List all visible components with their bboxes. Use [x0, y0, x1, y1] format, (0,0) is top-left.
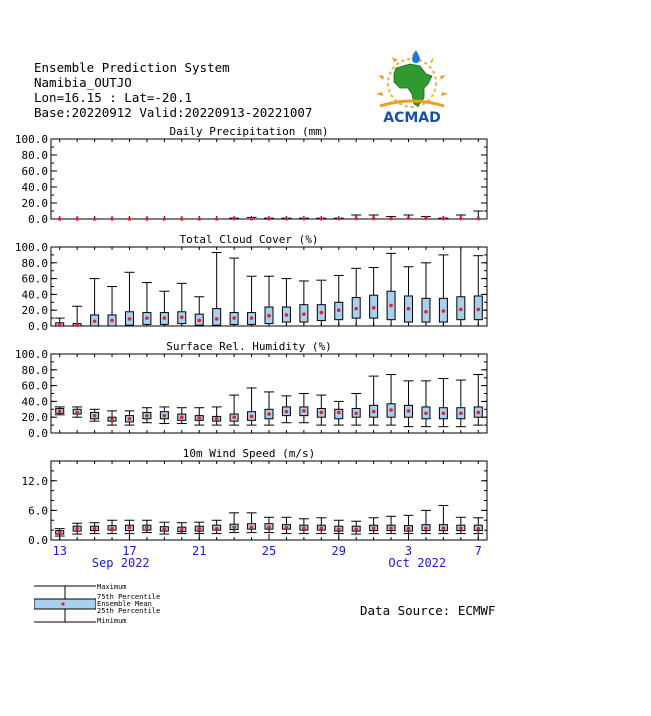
mean-marker [424, 216, 428, 220]
mean-marker [267, 412, 271, 416]
mean-marker [197, 217, 201, 221]
mean-marker [354, 411, 358, 415]
legend-maximum: Maximum [97, 583, 127, 591]
mean-marker [145, 217, 149, 221]
y-tick-label: 6.0 [28, 504, 48, 518]
mean-marker [93, 319, 97, 323]
box-day-2022-10-06 [456, 215, 466, 220]
box-day-2022-10-03 [404, 515, 414, 533]
y-tick-label: 20.0 [21, 304, 48, 318]
mean-marker [197, 416, 201, 420]
box-day-2022-09-18 [142, 408, 152, 423]
box-day-2022-09-20 [177, 217, 187, 221]
box-day-2022-09-19 [159, 217, 169, 221]
mean-marker [337, 527, 341, 531]
mean-marker [476, 217, 480, 221]
box-day-2022-09-22 [212, 217, 222, 221]
panel-title: 10m Wind Speed (m/s) [182, 447, 316, 460]
box-day-2022-09-24 [247, 276, 257, 326]
box-day-2022-09-30 [351, 215, 361, 220]
box-day-2022-10-01 [369, 268, 379, 326]
box-day-2022-10-03 [404, 215, 414, 220]
box-day-2022-09-27 [299, 281, 309, 326]
box-day-2022-09-28 [316, 518, 326, 534]
x-day-label: 21 [192, 544, 207, 558]
box-day-2022-09-13 [55, 318, 65, 327]
box-day-2022-09-29 [334, 520, 344, 533]
box-day-2022-10-02 [386, 253, 396, 326]
y-tick-label: 80.0 [21, 149, 48, 162]
box-day-2022-09-21 [194, 217, 204, 221]
x-month-label: Sep 2022 [91, 556, 150, 570]
mean-marker [354, 307, 358, 311]
mean-marker [476, 527, 480, 531]
box-day-2022-09-21 [194, 297, 204, 326]
mean-marker [372, 217, 376, 221]
box-day-2022-09-15 [90, 523, 100, 534]
x-day-label: 3 [404, 544, 413, 558]
mean-marker [442, 309, 446, 313]
mean-marker [180, 528, 184, 532]
mean-marker [407, 307, 411, 311]
box-day-2022-09-14 [72, 523, 82, 534]
mean-marker [320, 311, 324, 315]
mean-marker [372, 526, 376, 530]
box-day-2022-09-23 [229, 217, 239, 221]
box-day-2022-10-07 [473, 256, 483, 326]
box-day-2022-09-16 [107, 411, 117, 425]
box-day-2022-09-30 [351, 394, 361, 426]
box-day-2022-09-25 [264, 276, 274, 326]
mean-marker [372, 410, 376, 414]
mean-marker [215, 527, 219, 531]
mean-marker [285, 526, 289, 530]
mean-marker [232, 316, 236, 320]
mean-marker [459, 308, 463, 312]
x-day-label: 25 [261, 544, 277, 558]
mean-marker [93, 414, 97, 418]
box-day-2022-10-04 [421, 216, 431, 220]
box-day-2022-09-19 [159, 291, 169, 326]
box-day-2022-10-07 [473, 211, 483, 220]
mean-marker [285, 313, 289, 317]
box-day-2022-09-28 [316, 395, 326, 425]
box-day-2022-09-15 [90, 217, 100, 221]
mean-marker [267, 217, 271, 221]
mean-marker [285, 410, 289, 414]
box-day-2022-09-13 [55, 407, 65, 415]
mean-marker [459, 411, 463, 415]
mean-marker [128, 317, 132, 321]
y-tick-label: 0.0 [28, 534, 48, 547]
panel-3 [15, 340, 487, 440]
y-tick-label: 60.0 [21, 165, 48, 178]
y-tick-label: 100.0 [14, 241, 48, 254]
box-day-2022-10-02 [386, 375, 396, 426]
mean-marker [302, 312, 306, 316]
mean-marker [110, 217, 114, 221]
box-day-2022-09-30 [351, 521, 361, 534]
y-tick-label: 40.0 [21, 395, 48, 409]
mean-marker [372, 306, 376, 310]
mean-marker [476, 308, 480, 312]
mean-marker [389, 217, 393, 221]
y-tick-label: 0.0 [28, 320, 48, 333]
box-day-2022-09-30 [351, 268, 361, 326]
mean-marker [354, 527, 358, 531]
box-day-2022-09-13 [55, 217, 65, 221]
box-day-2022-10-02 [386, 217, 396, 221]
y-tick-label: 100.0 [14, 133, 48, 146]
x-day-label: 7 [474, 544, 482, 558]
mean-marker [337, 308, 341, 312]
mean-marker [180, 217, 184, 221]
box-day-2022-09-23 [229, 513, 239, 533]
box-day-2022-09-17 [124, 520, 134, 533]
mean-marker [250, 316, 254, 320]
box-day-2022-09-23 [229, 258, 239, 326]
box-day-2022-09-17 [124, 411, 134, 425]
panel-frame [51, 139, 487, 219]
box-day-2022-09-16 [107, 520, 117, 533]
box-day-2022-09-16 [107, 217, 117, 221]
box-day-2022-09-25 [264, 217, 274, 221]
x-month-label: Oct 2022 [388, 556, 447, 570]
mean-marker [75, 217, 79, 221]
box-day-2022-09-23 [229, 395, 239, 425]
y-tick-label: 80.0 [21, 363, 48, 377]
mean-marker [197, 319, 201, 323]
mean-marker [320, 526, 324, 530]
mean-marker [75, 323, 79, 327]
mean-marker [407, 527, 411, 531]
y-tick-label: 100.0 [14, 348, 48, 361]
mean-marker [232, 415, 236, 419]
data-source: Data Source: ECMWF [360, 603, 496, 618]
box-day-2022-09-26 [281, 217, 291, 221]
box-day-2022-10-04 [421, 510, 431, 533]
y-tick-label: 20.0 [21, 197, 48, 210]
mean-marker [110, 319, 114, 323]
mean-marker [476, 411, 480, 415]
y-tick-label: 0.0 [28, 427, 48, 440]
box-day-2022-09-17 [124, 217, 134, 221]
mean-marker [75, 527, 79, 531]
mean-marker [145, 414, 149, 418]
box-day-2022-09-17 [124, 272, 134, 326]
mean-marker [250, 525, 254, 529]
y-tick-label: 12.0 [21, 474, 48, 488]
mean-marker [128, 217, 132, 221]
mean-marker [459, 526, 463, 530]
box-day-2022-10-01 [369, 518, 379, 534]
x-day-label: 13 [52, 544, 67, 558]
box-day-2022-10-04 [421, 381, 431, 427]
x-day-label: 17 [122, 544, 137, 558]
mean-marker [442, 217, 446, 221]
box-day-2022-09-29 [334, 401, 344, 425]
mean-marker [128, 526, 132, 530]
mean-marker [163, 316, 167, 320]
mean-marker [267, 525, 271, 529]
panel-1 [15, 125, 487, 226]
box-day-2022-09-29 [334, 217, 344, 221]
box-day-2022-09-14 [72, 217, 82, 221]
header-base-valid: Base:20220912 Valid:20220913-20221007 [34, 105, 313, 120]
box-day-2022-10-05 [438, 217, 448, 221]
box-day-2022-10-05 [438, 505, 448, 533]
box-day-2022-09-20 [177, 523, 187, 534]
mean-marker [163, 217, 167, 221]
y-tick-label: 60.0 [21, 379, 48, 393]
box-day-2022-10-01 [369, 376, 379, 425]
box-day-2022-09-18 [142, 283, 152, 326]
mean-marker [442, 411, 446, 415]
mean-marker [58, 409, 62, 413]
mean-marker [110, 418, 114, 422]
box-day-2022-09-22 [212, 520, 222, 533]
iqr-box [213, 309, 221, 326]
mean-marker [232, 217, 236, 221]
mean-marker [250, 415, 254, 419]
mean-marker [407, 216, 411, 220]
box-day-2022-09-14 [72, 306, 82, 327]
box-day-2022-09-27 [299, 217, 309, 221]
box-day-2022-09-25 [264, 517, 274, 532]
mean-marker [215, 317, 219, 321]
header-station: Namibia_OUTJO [34, 75, 132, 90]
mean-marker [75, 411, 79, 415]
box-day-2022-09-20 [177, 283, 187, 326]
mean-marker [250, 217, 254, 221]
legend-25th-percentile: 25th Percentile [97, 607, 161, 615]
box-day-2022-09-18 [142, 217, 152, 221]
box-day-2022-09-28 [316, 217, 326, 221]
mean-marker [110, 527, 114, 531]
mean-marker [180, 415, 184, 419]
mean-marker [128, 417, 132, 421]
box-day-2022-10-01 [369, 215, 379, 220]
box-day-2022-09-21 [194, 408, 204, 425]
mean-marker [215, 217, 219, 221]
mean-marker [424, 411, 428, 415]
mean-marker [285, 217, 289, 221]
mean-marker [389, 408, 393, 412]
y-tick-label: 20.0 [21, 411, 48, 425]
mean-marker [407, 409, 411, 413]
box-day-2022-10-07 [473, 375, 483, 426]
box-day-2022-10-02 [386, 516, 396, 533]
box-day-2022-10-04 [421, 263, 431, 326]
box-day-2022-09-15 [90, 409, 100, 421]
mean-marker [180, 316, 184, 320]
box-day-2022-09-19 [159, 522, 169, 534]
box-day-2022-09-26 [281, 279, 291, 326]
mean-marker [302, 526, 306, 530]
panel-title: Total Cloud Cover (%) [179, 233, 319, 246]
panel-2 [15, 233, 487, 333]
mean-marker [302, 409, 306, 413]
legend-minimum: Minimum [97, 617, 127, 625]
mean-marker [337, 411, 341, 415]
box-day-2022-10-07 [473, 518, 483, 534]
mean-marker [93, 217, 97, 221]
x-day-label: 29 [331, 544, 346, 558]
mean-marker [320, 411, 324, 415]
legend-ensemble-mean: Ensemble Mean [97, 600, 152, 608]
y-tick-label: 40.0 [21, 288, 48, 302]
legend-75th-percentile: 75th Percentile [97, 593, 161, 601]
mean-marker [320, 217, 324, 221]
y-tick-label: 60.0 [21, 272, 48, 286]
box-day-2022-09-20 [177, 408, 187, 424]
mean-marker [442, 526, 446, 530]
mean-marker [163, 527, 167, 531]
mean-marker [337, 217, 341, 221]
mean-marker [424, 310, 428, 314]
mean-marker [232, 525, 236, 529]
mean-marker [163, 414, 167, 418]
box-day-2022-09-22 [212, 407, 222, 425]
mean-marker [459, 217, 463, 221]
mean-marker [215, 417, 219, 421]
box-day-2022-09-16 [107, 287, 117, 327]
mean-marker [145, 316, 149, 320]
panel-4 [22, 447, 488, 547]
mean-marker [58, 531, 62, 535]
legend-box-key [34, 583, 96, 625]
box-day-2022-09-24 [247, 217, 257, 221]
panel-title: Daily Precipitation (mm) [169, 125, 329, 138]
box-day-2022-09-18 [142, 520, 152, 532]
box-day-2022-10-06 [456, 517, 466, 533]
box-day-2022-10-03 [404, 381, 414, 427]
box-day-2022-10-05 [438, 378, 448, 426]
mean-marker [145, 526, 149, 530]
y-tick-label: 0.0 [28, 213, 48, 226]
box-day-2022-10-06 [456, 247, 466, 326]
box-day-2022-09-24 [247, 388, 257, 425]
box-day-2022-10-06 [456, 380, 466, 427]
mean-marker [267, 314, 271, 318]
box-day-2022-10-03 [404, 267, 414, 326]
box-day-2022-09-28 [316, 280, 326, 326]
y-tick-label: 40.0 [21, 181, 48, 194]
header-title: Ensemble Prediction System [34, 60, 230, 75]
logo-text: ACMAD [383, 110, 441, 126]
box-day-2022-09-26 [281, 517, 291, 533]
box-day-2022-09-26 [281, 396, 291, 423]
box-day-2022-09-25 [264, 392, 274, 425]
mean-marker [93, 527, 97, 531]
mean-marker [197, 527, 201, 531]
box-day-2022-10-05 [438, 255, 448, 326]
box-day-2022-09-14 [72, 407, 82, 417]
panel-title: Surface Rel. Humidity (%) [166, 340, 332, 353]
box-day-2022-09-24 [247, 513, 257, 533]
box-day-2022-09-19 [159, 407, 169, 424]
mean-marker [302, 217, 306, 221]
header-coordinates: Lon=16.15 : Lat=-20.1 [34, 90, 193, 105]
mean-marker [58, 323, 62, 327]
box-day-2022-09-15 [90, 279, 100, 326]
mean-marker [354, 217, 358, 221]
box-day-2022-09-29 [334, 275, 344, 326]
mean-marker [389, 304, 393, 308]
box-day-2022-09-22 [212, 253, 222, 326]
box-day-2022-09-27 [299, 519, 309, 534]
mean-marker [424, 526, 428, 530]
box-day-2022-09-27 [299, 394, 309, 423]
box-day-2022-09-21 [194, 522, 204, 533]
mean-marker [58, 217, 62, 221]
mean-marker [389, 526, 393, 530]
y-tick-label: 80.0 [21, 256, 48, 270]
